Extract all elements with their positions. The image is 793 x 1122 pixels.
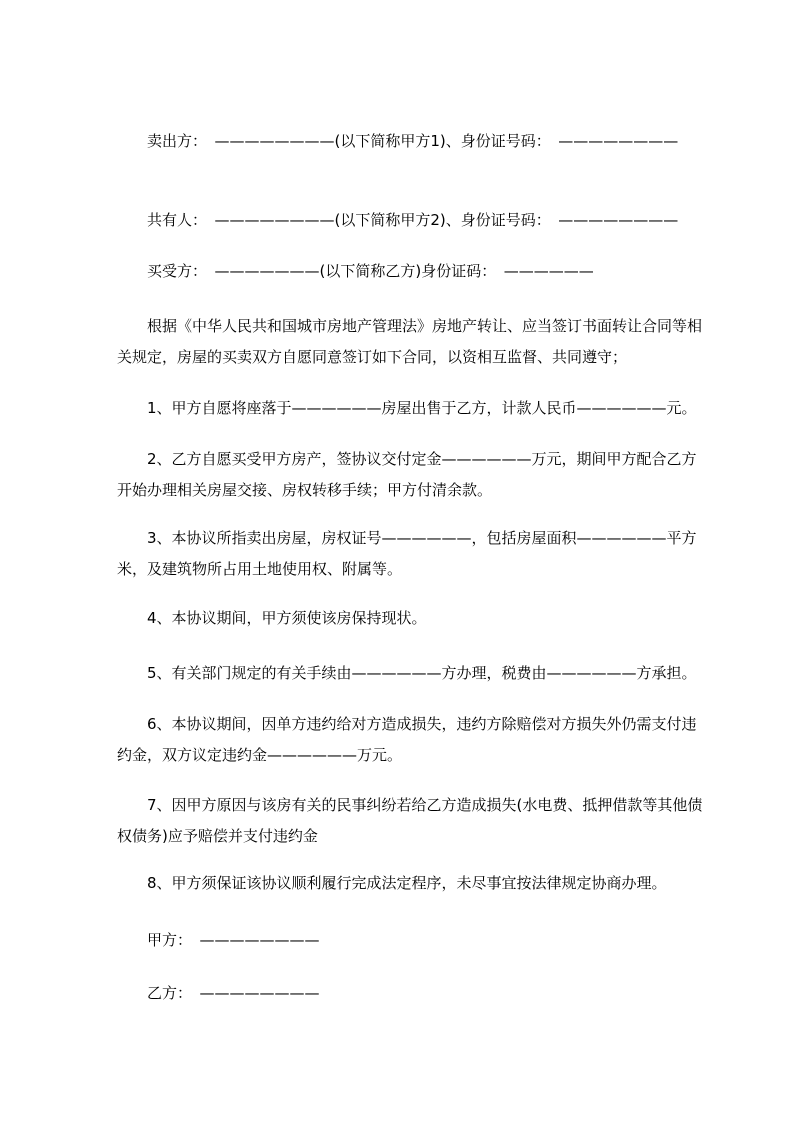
party-a-signature: 甲方： ———————— [117,931,320,949]
intro-paragraph: 根据《中华人民共和国城市房地产管理法》房地产转让、应当签订书面转让合同等相关规定，房屋的买卖双方自愿同意签订如下合同，以资相互监督、共同遵守； [117,317,703,366]
co-owner-line: 共有人： ————————(以下简称甲方2)、身份证号码： ———————— [117,211,679,229]
clause-5: 5、有关部门规定的有关手续由——————方办理，税费由——————方承担。 [117,664,697,682]
clause-3: 3、本协议所指卖出房屋，房权证号——————，包括房屋面积——————平方米，及建筑物所占用土地使用权、附属等。 [117,529,697,578]
clause-6: 6、本协议期间，因单方违约给对方造成损失，违约方除赔偿对方损失外仍需支付违约金，双方议定违约金——————万元。 [117,715,697,764]
clause-1: 1、甲方自愿将座落于——————房屋出售于乙方，计款人民币——————元。 [117,399,697,417]
clause-2: 2、乙方自愿买受甲方房产，签协议交付定金——————万元，期间甲方配合乙方开始办理相关房屋交接、房权转移手续；甲方付清余款。 [117,450,697,499]
seller-line: 卖出方： ————————(以下简称甲方1)、身份证号码： ———————— [117,132,679,150]
buyer-line: 买受方： ———————(以下简称乙方)身份证码： —————— [117,262,594,280]
clause-8: 8、甲方须保证该协议顺利履行完成法定程序，未尽事宜按法律规定协商办理。 [117,874,667,892]
clause-7: 7、因甲方原因与该房有关的民事纠纷若给乙方造成损失(水电费、抵押借款等其他债权债务)应予赔偿并支付违约金 [117,796,703,845]
party-b-signature: 乙方： ———————— [117,984,320,1002]
clause-4: 4、本协议期间，甲方须使该房保持现状。 [117,609,427,627]
